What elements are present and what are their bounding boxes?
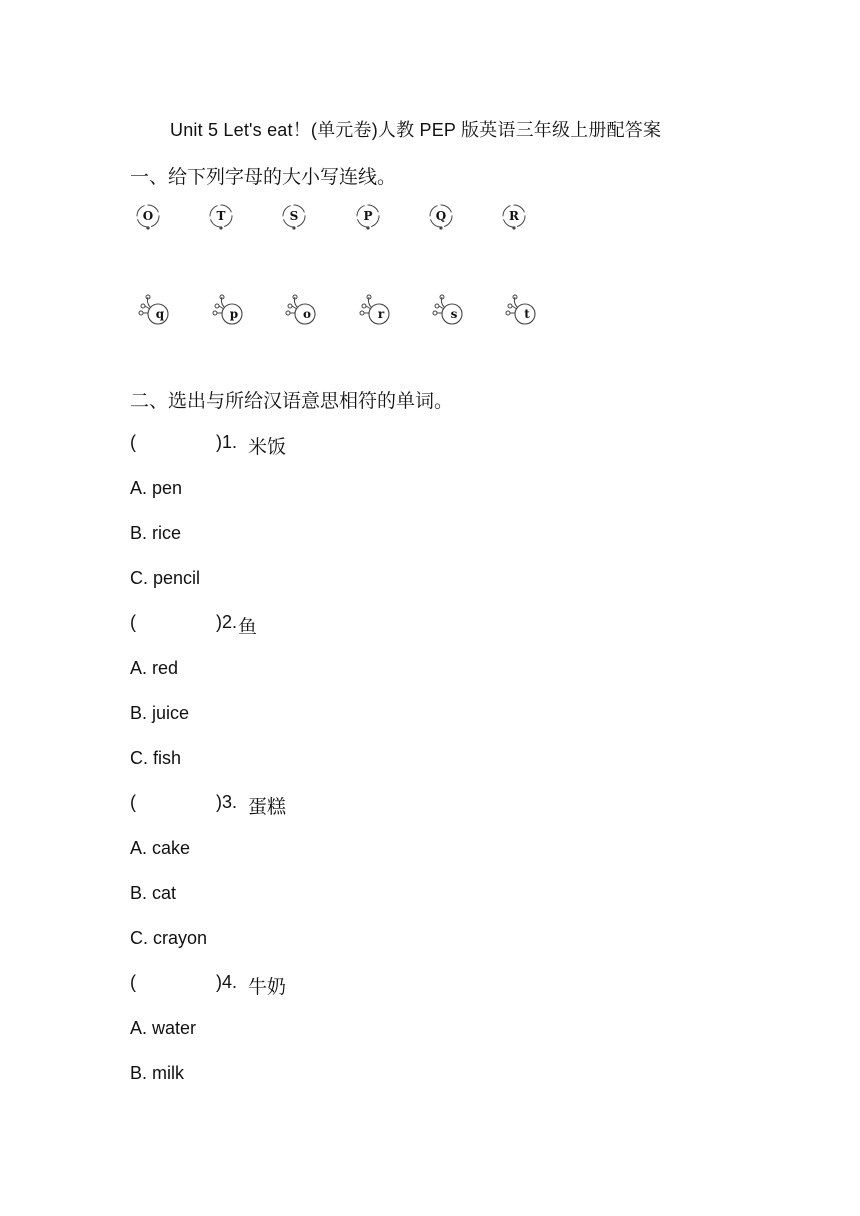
uppercase-letter: T bbox=[216, 209, 226, 223]
uppercase-letter: S bbox=[289, 209, 299, 223]
document-title: Unit 5 Let's eat！(单元卷)人教 PEP 版英语三年级上册配答案 bbox=[170, 120, 662, 140]
question-number: )4. bbox=[216, 972, 238, 992]
uppercase-letter-badge bbox=[500, 202, 528, 230]
uppercase-letter-badge bbox=[207, 202, 235, 230]
uppercase-letter: O bbox=[142, 209, 154, 223]
question-line bbox=[130, 972, 430, 996]
question-chinese: 鱼 bbox=[238, 616, 258, 638]
option-a: A. cake bbox=[130, 838, 191, 858]
lowercase-letter: s bbox=[450, 307, 458, 321]
question-line bbox=[130, 612, 430, 636]
lowercase-letter: o bbox=[302, 307, 311, 321]
answer-paren: ( bbox=[130, 612, 136, 632]
uppercase-letter-badge bbox=[280, 202, 308, 230]
uppercase-letter-badge bbox=[354, 202, 382, 230]
lowercase-letter-badge bbox=[138, 294, 166, 322]
lowercase-letter: q bbox=[155, 307, 165, 321]
option-c: C. pencil bbox=[130, 568, 201, 588]
lowercase-letter-badge bbox=[359, 294, 387, 322]
question-number: )3. bbox=[216, 792, 238, 812]
uppercase-letter-badge bbox=[427, 202, 455, 230]
lowercase-letter-badge bbox=[432, 294, 460, 322]
lowercase-letter-badge bbox=[505, 294, 533, 322]
lowercase-letter-badge bbox=[212, 294, 240, 322]
uppercase-letter: R bbox=[509, 209, 519, 223]
answer-paren: ( bbox=[130, 972, 136, 992]
option-a: A. pen bbox=[130, 478, 183, 498]
question-number: )2. bbox=[216, 612, 238, 632]
section2-heading: 二、选出与所给汉语意思相符的单词。 bbox=[130, 390, 454, 412]
lowercase-letter: r bbox=[377, 307, 385, 321]
option-c: C. crayon bbox=[130, 928, 208, 948]
answer-paren: ( bbox=[130, 432, 136, 452]
question-line bbox=[130, 432, 430, 456]
lowercase-letter: t bbox=[524, 307, 530, 321]
question-line bbox=[130, 792, 430, 816]
uppercase-letter: Q bbox=[435, 209, 447, 223]
lowercase-letter-badge bbox=[285, 294, 313, 322]
option-c: C. fish bbox=[130, 748, 182, 768]
option-b: B. juice bbox=[130, 703, 190, 723]
option-b: B. rice bbox=[130, 523, 182, 543]
lowercase-letter: p bbox=[229, 307, 239, 321]
section1-heading: 一、给下列字母的大小写连线。 bbox=[130, 166, 397, 188]
question-number: )1. bbox=[216, 432, 238, 452]
option-b: B. cat bbox=[130, 883, 177, 903]
option-a: A. water bbox=[130, 1018, 197, 1038]
uppercase-letter-badge bbox=[134, 202, 162, 230]
uppercase-letter: P bbox=[363, 209, 373, 223]
question-chinese: 蛋糕 bbox=[248, 796, 287, 818]
option-a: A. red bbox=[130, 658, 179, 678]
question-chinese: 牛奶 bbox=[248, 976, 287, 998]
answer-paren: ( bbox=[130, 792, 136, 812]
option-b: B. milk bbox=[130, 1063, 184, 1083]
question-chinese: 米饭 bbox=[248, 436, 287, 458]
